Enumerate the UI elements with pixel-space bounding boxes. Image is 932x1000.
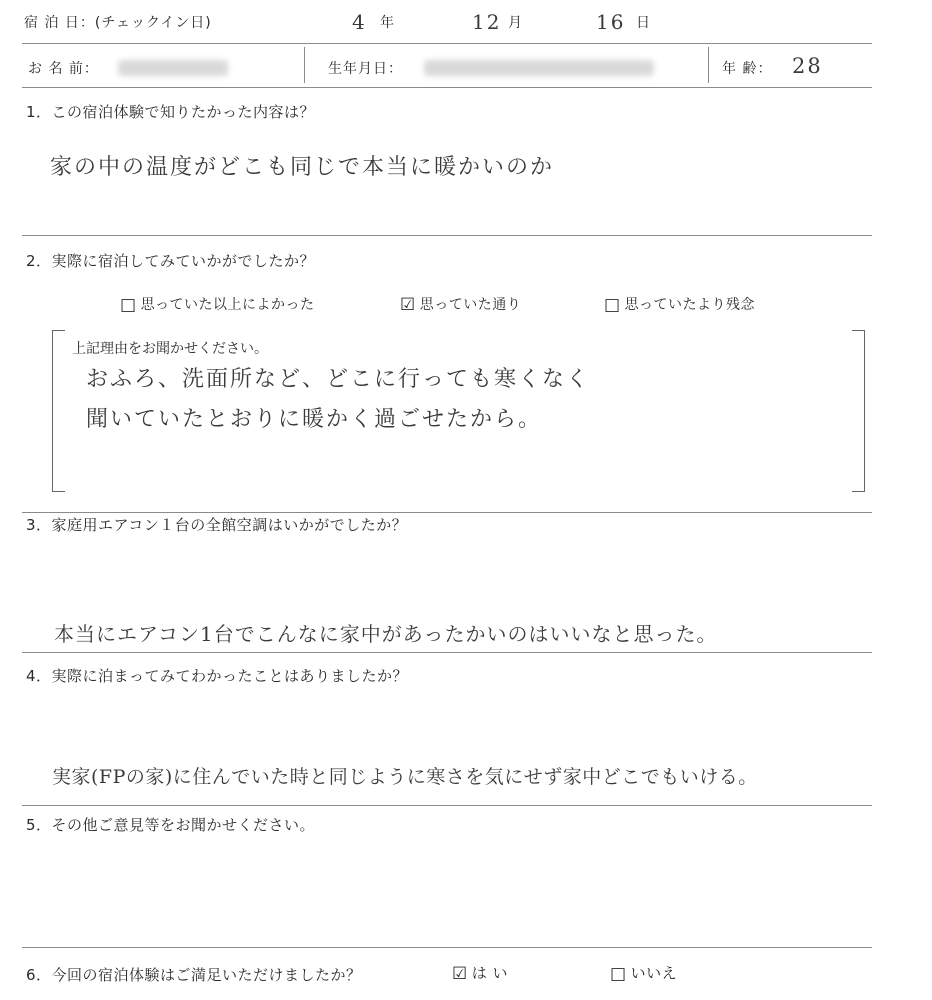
divider bbox=[22, 512, 872, 513]
option-label: いいえ bbox=[630, 964, 678, 982]
checkbox-checked-icon: ☑ bbox=[400, 295, 416, 315]
question-5: 5．その他ご意見等をお聞かせください。 bbox=[26, 816, 316, 834]
option-disappointing[interactable] bbox=[604, 294, 755, 315]
birth-redacted bbox=[424, 60, 654, 76]
option-better-than-expected[interactable] bbox=[120, 294, 315, 315]
option-yes[interactable] bbox=[452, 962, 508, 984]
divider bbox=[708, 47, 709, 83]
option-label: は い bbox=[471, 964, 509, 982]
question-2: 2．実際に宿泊してみていかがでしたか？ bbox=[26, 252, 316, 270]
question-4: 4．実際に泊まってみてわかったことはありましたか？ bbox=[26, 667, 409, 685]
age-label: 年 齢： bbox=[722, 61, 773, 77]
answer-4: 実家(FPの家)に住んでいた時と同じように寒さを気にせず家中どこでもいける。 bbox=[52, 766, 758, 788]
age-value: 28 bbox=[792, 54, 823, 78]
reason-bracket-right bbox=[852, 330, 865, 492]
option-label: 思っていた通り bbox=[419, 297, 522, 313]
name-redacted bbox=[118, 60, 228, 76]
checkbox-unchecked-icon: □ bbox=[604, 295, 621, 315]
question-6: 6．今回の宿泊体験はご満足いただけましたか？ bbox=[26, 966, 362, 984]
year-unit: 年 bbox=[380, 15, 395, 31]
divider bbox=[22, 947, 872, 948]
checkbox-checked-icon: ☑ bbox=[452, 963, 468, 984]
reason-bracket-left bbox=[52, 330, 65, 492]
answer-3: 本当にエアコン1台でこんなに家中があったかいのはいいなと思った。 bbox=[54, 622, 718, 646]
reason-line-1: おふろ、洗面所など、どこに行っても寒くなく bbox=[86, 367, 591, 392]
divider bbox=[22, 805, 872, 806]
question-1: 1．この宿泊体験で知りたかった内容は？ bbox=[26, 103, 316, 121]
checkbox-unchecked-icon: □ bbox=[610, 963, 627, 984]
day-value: 16 bbox=[596, 10, 626, 34]
birth-label: 生年月日： bbox=[328, 61, 403, 77]
stay-date-label: 宿 泊 日：(チェックイン日) bbox=[24, 15, 212, 31]
reason-label: 上記理由をお聞かせください。 bbox=[72, 341, 268, 357]
day-unit: 日 bbox=[636, 15, 651, 31]
reason-line-2: 聞いていたとおりに暖かく過ごせたから。 bbox=[86, 407, 543, 432]
answer-1: 家の中の温度がどこも同じで本当に暖かいのか bbox=[50, 155, 555, 180]
divider bbox=[22, 652, 872, 653]
divider bbox=[22, 87, 872, 88]
question-3: 3．家庭用エアコン１台の全館空調はいかがでしたか？ bbox=[26, 516, 408, 534]
option-as-expected[interactable] bbox=[400, 294, 521, 315]
divider bbox=[22, 235, 872, 236]
month-unit: 月 bbox=[508, 15, 523, 31]
option-label: 思っていたより残念 bbox=[624, 297, 756, 313]
option-no[interactable] bbox=[610, 962, 677, 984]
divider bbox=[304, 47, 305, 83]
divider bbox=[22, 43, 872, 44]
year-value: 4 bbox=[352, 10, 367, 34]
checkbox-unchecked-icon: □ bbox=[120, 295, 137, 315]
name-label: お 名 前： bbox=[28, 61, 99, 77]
month-value: 12 bbox=[472, 10, 502, 34]
option-label: 思っていた以上によかった bbox=[140, 297, 315, 313]
